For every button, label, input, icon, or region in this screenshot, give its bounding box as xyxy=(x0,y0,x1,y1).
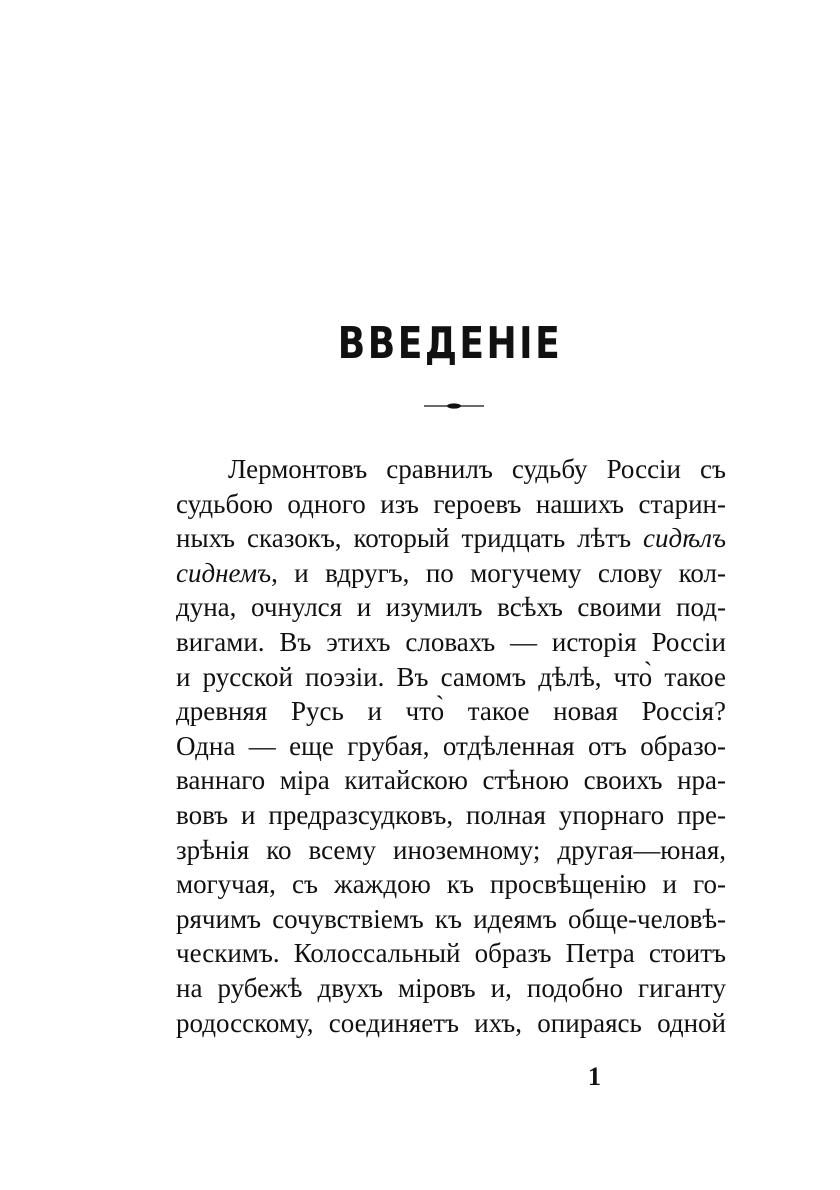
body-text xyxy=(176,452,726,1040)
text-line: и русской поэзіи. Въ самомъ дѣлѣ, что̀ такое xyxy=(176,661,726,692)
text-line: на рубежѣ двухъ міровъ и, подобно гиганту xyxy=(176,972,726,1003)
text-line: вигами. Въ этихъ словахъ — исторія Россіи xyxy=(176,626,726,657)
text-line-with-italic xyxy=(176,556,726,591)
text-line-with-italic xyxy=(176,521,726,556)
text-segment: , и вдругъ, по могучему слову кол- xyxy=(271,557,726,588)
italic-word: сидѣлъ xyxy=(643,523,726,554)
chapter-title: ВВЕДЕНІЕ xyxy=(337,318,563,369)
text-line: родосскому, соединяетъ ихъ, опираясь одной xyxy=(176,1007,726,1038)
text-line: ваннаго міра китайскою стѣною своихъ нра- xyxy=(176,765,726,796)
text-line: зрѣнія ко всему иноземному; другая—юная, xyxy=(176,834,726,865)
text-line: Лермонтовъ сравнилъ судьбу Россіи съ xyxy=(228,454,726,484)
italic-word: сиднемъ xyxy=(176,557,272,588)
text-line: рячимъ сочувствіемъ къ идеямъ обще-человѣ- xyxy=(176,903,726,934)
text-line: Одна — еще грубая, отдѣленная отъ образо- xyxy=(176,730,726,761)
text-line: вовъ и предразсудковъ, полная упорнаго пре- xyxy=(176,799,726,830)
page-number: 1 xyxy=(588,1062,601,1091)
text-line: древняя Русь и что̀ такое новая Россія? xyxy=(176,696,726,727)
text-segment: ныхъ сказокъ, который тридцать лѣтъ xyxy=(176,523,632,554)
ornament-divider xyxy=(424,398,484,414)
text-line: судьбою одного изъ героевъ нашихъ старин- xyxy=(176,488,726,519)
text-line: могучая, съ жаждою къ просвѣщенію и го- xyxy=(176,869,726,900)
text-line: ческимъ. Колоссальный образъ Петра стоитъ xyxy=(176,938,726,969)
text-line: дуна, очнулся и изумилъ всѣхъ своими под- xyxy=(176,592,726,623)
